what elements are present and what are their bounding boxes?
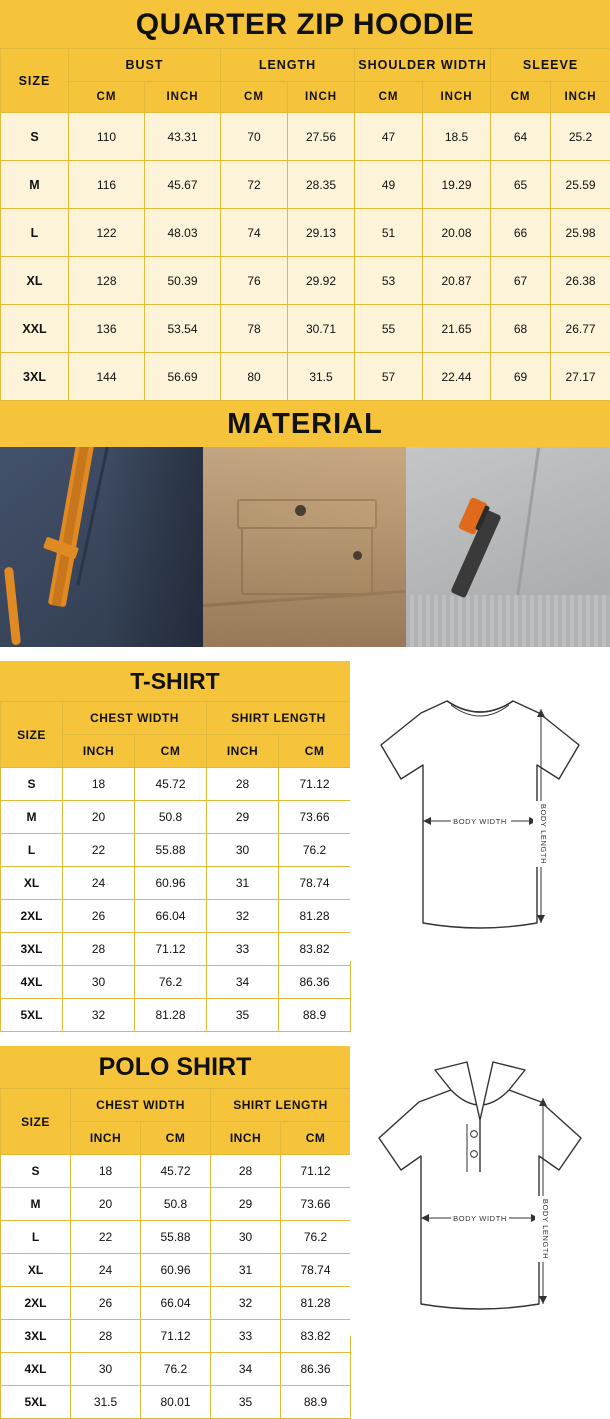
tshirt-cell: 31 [207,867,279,900]
hoodie-unit-sleeve-cm: CM [491,82,551,113]
tshirt-cell: 66.04 [135,900,207,933]
hoodie-cell: 26.38 [551,257,610,305]
hoodie-cell: 69 [491,353,551,401]
polo-cell: 76.2 [281,1221,351,1254]
table-row [1,1353,351,1386]
tshirt-cell: 76.2 [135,966,207,999]
polo-cell: 66.04 [141,1287,211,1320]
tshirt-section [0,661,610,1032]
hoodie-cell: 26.77 [551,305,610,353]
tshirt-cell: 83.82 [279,933,351,966]
hoodie-header-bust: BUST [69,49,221,82]
table-row [1,900,351,933]
polo-cell: 24 [71,1254,141,1287]
hoodie-unit-bust-cm: CM [69,82,145,113]
polo-cell: 71.12 [141,1320,211,1353]
tshirt-unit-length-inch: INCH [207,735,279,768]
polo-cell: 35 [211,1386,281,1419]
tshirt-size: L [1,834,63,867]
polo-size: XL [1,1254,71,1287]
hoodie-size: XL [1,257,69,305]
hoodie-cell: 30.71 [288,305,355,353]
hoodie-cell: 18.5 [423,113,491,161]
hoodie-size: L [1,209,69,257]
hoodie-cell: 110 [69,113,145,161]
polo-section [0,1046,610,1419]
tshirt-size: S [1,768,63,801]
polo-cell: 29 [211,1188,281,1221]
tshirt-cell: 32 [207,900,279,933]
tshirt-cell: 50.8 [135,801,207,834]
hoodie-size: 3XL [1,353,69,401]
hoodie-cell: 47 [355,113,423,161]
hoodie-cell: 57 [355,353,423,401]
polo-cell: 71.12 [281,1155,351,1188]
hoodie-cell: 68 [491,305,551,353]
polo-cell: 33 [211,1320,281,1353]
hoodie-unit-sleeve-inch: INCH [551,82,610,113]
polo-cell: 88.9 [281,1386,351,1419]
table-row [1,1188,351,1221]
table-row [1,966,351,999]
hoodie-cell: 27.56 [288,113,355,161]
tshirt-cell: 33 [207,933,279,966]
tshirt-cell: 32 [63,999,135,1032]
hoodie-size: M [1,161,69,209]
tshirt-cell: 76.2 [279,834,351,867]
polo-unit-chest-cm: CM [141,1122,211,1155]
table-row [1,113,610,161]
hoodie-size: S [1,113,69,161]
polo-cell: 30 [211,1221,281,1254]
table-row [1,933,351,966]
polo-cell: 31.5 [71,1386,141,1419]
hoodie-cell: 116 [69,161,145,209]
polo-cell: 83.82 [281,1320,351,1353]
hoodie-cell: 64 [491,113,551,161]
hoodie-cell: 70 [221,113,288,161]
tshirt-cell: 30 [63,966,135,999]
tshirt-measurement-diagram [355,661,605,961]
table-row [1,1320,351,1353]
hoodie-cell: 67 [491,257,551,305]
table-row [1,999,351,1032]
tshirt-cell: 60.96 [135,867,207,900]
polo-cell: 22 [71,1221,141,1254]
tshirt-body-length-label: BODY LENGTH [539,804,548,864]
hoodie-header-sleeve: SLEEVE [491,49,610,82]
tshirt-unit-chest-inch: INCH [63,735,135,768]
table-row [1,1221,351,1254]
hoodie-cell: 136 [69,305,145,353]
hoodie-cell: 22.44 [423,353,491,401]
polo-cell: 45.72 [141,1155,211,1188]
polo-unit-length-cm: CM [281,1122,351,1155]
hoodie-size-table [0,48,610,401]
polo-size-table [0,1088,351,1419]
hoodie-cell: 80 [221,353,288,401]
hoodie-cell: 48.03 [145,209,221,257]
hoodie-header-length: LENGTH [221,49,355,82]
hoodie-cell: 144 [69,353,145,401]
hoodie-section-title: QUARTER ZIP HOODIE [0,0,610,48]
table-row [1,1254,351,1287]
hoodie-cell: 53 [355,257,423,305]
navy-hoodie-zipper-photo [0,447,203,647]
polo-cell: 81.28 [281,1287,351,1320]
hoodie-cell: 128 [69,257,145,305]
hoodie-cell: 25.98 [551,209,610,257]
tshirt-size: XL [1,867,63,900]
hoodie-cell: 31.5 [288,353,355,401]
tshirt-cell: 26 [63,900,135,933]
polo-size: L [1,1221,71,1254]
polo-body-length-label: BODY LENGTH [541,1199,550,1259]
hoodie-cell: 50.39 [145,257,221,305]
material-photo-strip [0,447,610,647]
table-row [1,209,610,257]
table-row [1,305,610,353]
table-row [1,161,610,209]
hoodie-header-shoulder-width: SHOULDER WIDTH [355,49,491,82]
tshirt-cell: 73.66 [279,801,351,834]
hoodie-unit-length-inch: INCH [288,82,355,113]
hoodie-unit-length-cm: CM [221,82,288,113]
tshirt-cell: 78.74 [279,867,351,900]
tshirt-header-shirt-length: SHIRT LENGTH [207,702,351,735]
polo-cell: 60.96 [141,1254,211,1287]
hoodie-size: XXL [1,305,69,353]
tshirt-cell: 22 [63,834,135,867]
hoodie-cell: 20.08 [423,209,491,257]
polo-size: 4XL [1,1353,71,1386]
polo-cell: 20 [71,1188,141,1221]
tan-sleeve-pocket-photo [203,447,406,647]
hoodie-cell: 45.67 [145,161,221,209]
table-row [1,801,351,834]
tshirt-header-size: SIZE [1,702,63,768]
tshirt-cell: 45.72 [135,768,207,801]
tshirt-size: 5XL [1,999,63,1032]
polo-cell: 26 [71,1287,141,1320]
tshirt-header-chest-width: CHEST WIDTH [63,702,207,735]
hoodie-cell: 72 [221,161,288,209]
material-section-title: MATERIAL [0,401,610,447]
hoodie-unit-bust-inch: INCH [145,82,221,113]
polo-diagram [350,1046,610,1336]
tshirt-cell: 35 [207,999,279,1032]
polo-cell: 18 [71,1155,141,1188]
hoodie-cell: 25.2 [551,113,610,161]
hoodie-header-size: SIZE [1,49,69,113]
hoodie-cell: 29.13 [288,209,355,257]
polo-cell: 34 [211,1353,281,1386]
hoodie-cell: 53.54 [145,305,221,353]
table-row [1,257,610,305]
hoodie-cell: 20.87 [423,257,491,305]
polo-unit-length-inch: INCH [211,1122,281,1155]
tshirt-cell: 71.12 [279,768,351,801]
hoodie-cell: 25.59 [551,161,610,209]
tshirt-cell: 29 [207,801,279,834]
tshirt-cell: 81.28 [135,999,207,1032]
table-row [1,768,351,801]
hoodie-unit-shoulder-inch: INCH [423,82,491,113]
hoodie-cell: 28.35 [288,161,355,209]
hoodie-cell: 49 [355,161,423,209]
tshirt-cell: 71.12 [135,933,207,966]
hoodie-cell: 74 [221,209,288,257]
table-row [1,1386,351,1419]
polo-cell: 55.88 [141,1221,211,1254]
hoodie-cell: 56.69 [145,353,221,401]
polo-header-size: SIZE [1,1089,71,1155]
polo-cell: 28 [71,1320,141,1353]
polo-size: S [1,1155,71,1188]
table-row [1,1155,351,1188]
tshirt-size-table [0,701,351,1032]
polo-cell: 50.8 [141,1188,211,1221]
polo-size: 5XL [1,1386,71,1419]
polo-size: 3XL [1,1320,71,1353]
tshirt-diagram [350,661,610,961]
grey-fleece-pen-photo [406,447,610,647]
polo-size: M [1,1188,71,1221]
hoodie-cell: 76 [221,257,288,305]
hoodie-cell: 29.92 [288,257,355,305]
tshirt-cell: 86.36 [279,966,351,999]
hoodie-unit-shoulder-cm: CM [355,82,423,113]
tshirt-cell: 18 [63,768,135,801]
tshirt-cell: 24 [63,867,135,900]
hoodie-cell: 55 [355,305,423,353]
hoodie-cell: 43.31 [145,113,221,161]
tshirt-size: M [1,801,63,834]
tshirt-cell: 55.88 [135,834,207,867]
tshirt-cell: 20 [63,801,135,834]
polo-unit-chest-inch: INCH [71,1122,141,1155]
polo-cell: 30 [71,1353,141,1386]
tshirt-cell: 88.9 [279,999,351,1032]
table-row [1,1287,351,1320]
polo-cell: 78.74 [281,1254,351,1287]
hoodie-cell: 27.17 [551,353,610,401]
polo-cell: 28 [211,1155,281,1188]
polo-cell: 32 [211,1287,281,1320]
hoodie-cell: 122 [69,209,145,257]
table-row [1,834,351,867]
tshirt-cell: 28 [63,933,135,966]
tshirt-size: 4XL [1,966,63,999]
hoodie-cell: 21.65 [423,305,491,353]
polo-cell: 73.66 [281,1188,351,1221]
tshirt-cell: 81.28 [279,900,351,933]
tshirt-section-title: T-SHIRT [0,661,350,701]
hoodie-cell: 65 [491,161,551,209]
tshirt-unit-length-cm: CM [279,735,351,768]
polo-header-shirt-length: SHIRT LENGTH [211,1089,351,1122]
polo-cell: 76.2 [141,1353,211,1386]
table-row [1,867,351,900]
tshirt-cell: 34 [207,966,279,999]
tshirt-size: 2XL [1,900,63,933]
polo-cell: 31 [211,1254,281,1287]
table-row [1,353,610,401]
tshirt-size: 3XL [1,933,63,966]
tshirt-unit-chest-cm: CM [135,735,207,768]
polo-body-width-label: BODY WIDTH [453,1214,507,1223]
tshirt-body-width-label: BODY WIDTH [453,817,507,826]
polo-measurement-diagram [355,1046,605,1336]
hoodie-cell: 51 [355,209,423,257]
polo-section-title: POLO SHIRT [0,1046,350,1088]
tshirt-cell: 30 [207,834,279,867]
hoodie-cell: 66 [491,209,551,257]
polo-size: 2XL [1,1287,71,1320]
hoodie-cell: 78 [221,305,288,353]
polo-cell: 86.36 [281,1353,351,1386]
hoodie-cell: 19.29 [423,161,491,209]
polo-header-chest-width: CHEST WIDTH [71,1089,211,1122]
polo-cell: 80.01 [141,1386,211,1419]
tshirt-cell: 28 [207,768,279,801]
